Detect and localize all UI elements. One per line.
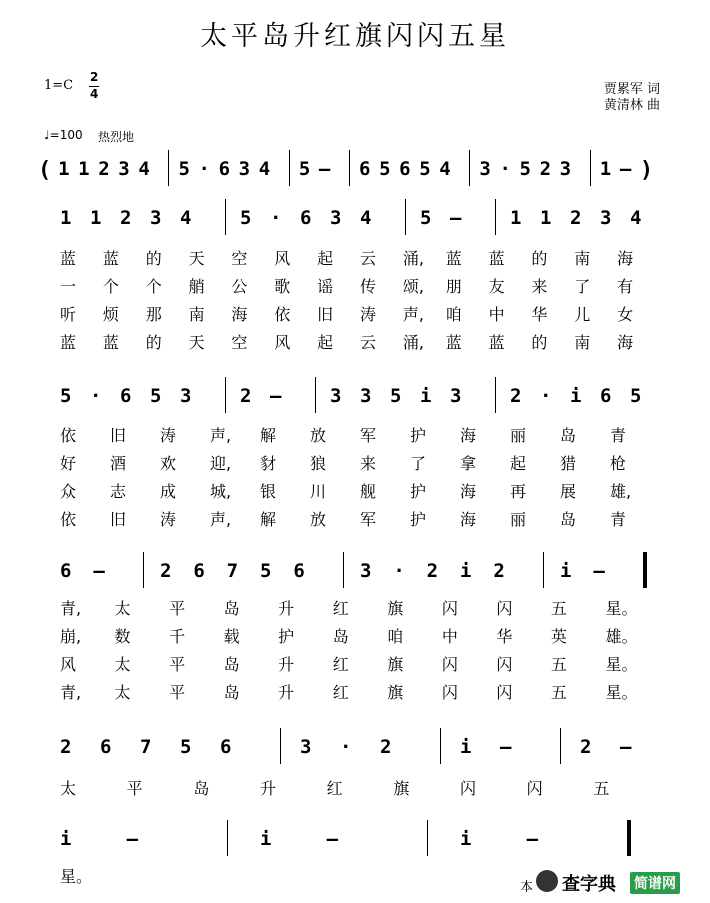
lyric-char: 红 [332, 599, 349, 618]
note: i [460, 828, 472, 850]
lyric-char: 岛 [223, 683, 240, 702]
note: 5 [379, 158, 391, 180]
lyric-char: 狼 [310, 454, 327, 473]
lyric-char: 护 [410, 510, 427, 529]
lyric-char: 平 [169, 599, 186, 618]
lyric-char: 岛 [223, 655, 240, 674]
lyric-char: 中 [488, 305, 505, 324]
barline [225, 199, 226, 235]
lyric-char: 起 [510, 454, 527, 473]
note: – [93, 560, 105, 582]
lyric-char: 放 [310, 510, 327, 529]
lyric-char: 载 [223, 627, 240, 646]
lyric-char: 蓝 [102, 333, 119, 352]
lyric-char: 升 [278, 683, 295, 702]
lyric-char: 军 [360, 426, 377, 445]
lyric-char: 颂, [402, 277, 424, 296]
lyric-char: 风 [274, 249, 291, 268]
barline [280, 728, 281, 764]
note: 3 [559, 158, 572, 180]
barline [405, 199, 406, 235]
lyric-char: 了 [574, 277, 591, 296]
lyric-char: 空 [231, 249, 248, 268]
note: 3 [600, 207, 612, 229]
lyric-char: 风 [60, 655, 77, 674]
lyric-char: 依 [60, 426, 77, 445]
lyric-char: 谣 [317, 277, 334, 296]
lyric-char: 云 [360, 249, 377, 268]
barline [560, 728, 561, 764]
note: i [60, 828, 72, 850]
lyric-char: 升 [278, 599, 295, 618]
lyric-char: 岛 [560, 426, 577, 445]
lyric-char: 咱 [387, 627, 404, 646]
lyric-char: 拿 [460, 454, 477, 473]
lyric-char: 护 [278, 627, 295, 646]
lyric-char: 声, [402, 305, 424, 324]
lyric-char: 岛 [560, 510, 577, 529]
lyric-char: 旧 [317, 305, 334, 324]
lyric-char: 数 [114, 627, 131, 646]
barline [349, 150, 350, 186]
lyric-char: 旗 [387, 655, 404, 674]
barline [315, 377, 316, 413]
lyric-char: 的 [145, 249, 162, 268]
note: · [90, 385, 102, 407]
lyric-char: 依 [60, 510, 77, 529]
barline [289, 150, 290, 186]
lyric-char: 丽 [510, 510, 527, 529]
barline [440, 728, 441, 764]
lyric-char: 崩, [60, 627, 82, 646]
note: – [126, 828, 139, 850]
note: 5 [419, 158, 431, 180]
note: 6 [100, 736, 112, 758]
note: 3 [330, 207, 342, 229]
note: 1 [58, 158, 70, 180]
lyric-char: 涛 [160, 426, 177, 445]
tempo-marking: ♩=100 [44, 128, 83, 142]
lyric-char: 五 [593, 779, 610, 798]
lyric-char: 平 [126, 779, 143, 798]
note: 1 [90, 207, 102, 229]
lyric-char: 儿 [574, 305, 591, 324]
note: 2 [426, 560, 439, 582]
note: 1 [599, 158, 612, 180]
lyric-char: 海 [231, 305, 248, 324]
note: 2 [493, 560, 505, 582]
note: 3 [450, 385, 462, 407]
note: 3 [360, 560, 372, 582]
note: i [570, 385, 582, 407]
lyric-char: 红 [332, 655, 349, 674]
lyric-char: 天 [188, 333, 205, 352]
note: ( [38, 158, 52, 183]
lyric-char: 岛 [193, 779, 210, 798]
time-signature-bottom: 4 [90, 87, 99, 101]
lyricist-credit: 贾累军 词 [603, 82, 660, 97]
lyric-char: 公 [231, 277, 248, 296]
lyric-char: 依 [274, 305, 291, 324]
note: i [560, 560, 572, 582]
lyric-char: 蓝 [488, 333, 505, 352]
lyric-char: 五 [550, 599, 567, 618]
lyric-char: 旗 [393, 779, 410, 798]
lyric-char: 个 [102, 277, 119, 296]
lyric-char: 一 [60, 277, 77, 296]
lyric-char: 众 [60, 482, 77, 501]
note: · [393, 560, 405, 582]
note: 6 [193, 560, 205, 582]
note: 5 [60, 385, 72, 407]
lyric-char: 华 [496, 627, 513, 646]
lyric-char: 岛 [332, 627, 349, 646]
lyric-char: 蓝 [60, 249, 77, 268]
lyric-char: 的 [145, 333, 162, 352]
note: 2 [510, 385, 522, 407]
lyric-char: 五 [550, 655, 567, 674]
barline [469, 150, 470, 186]
watermark-prefix: 本 [520, 880, 534, 895]
note: 4 [138, 158, 150, 180]
lyric-char: 红 [332, 683, 349, 702]
lyric-char: 声, [210, 510, 232, 529]
lyric-char: 个 [145, 277, 162, 296]
note: 4 [439, 158, 451, 180]
lyric-char: 闪 [496, 683, 513, 702]
note: – [318, 158, 331, 180]
lyric-char: 南 [574, 249, 591, 268]
note: · [340, 736, 352, 758]
note: 5 [178, 158, 190, 180]
lyric-char: 海 [617, 249, 634, 268]
barline [643, 552, 647, 588]
lyric-char: 酒 [110, 454, 127, 473]
key-signature: 1=C [44, 78, 74, 93]
lyric-char: 欢 [160, 454, 177, 473]
note: 6 [120, 385, 132, 407]
lyric-char: 军 [360, 510, 377, 529]
lyric-char: 川 [310, 482, 327, 501]
lyric-char: 听 [60, 305, 77, 324]
note: 5 [298, 158, 311, 180]
note: – [620, 736, 632, 758]
lyric-char: 海 [617, 333, 634, 352]
barline [225, 377, 226, 413]
lyric-char: 太 [114, 655, 131, 674]
note: 2 [160, 560, 172, 582]
note: 2 [60, 736, 72, 758]
watermark-brand: 查字典 [562, 874, 616, 895]
expression-marking: 热烈地 [98, 130, 135, 144]
lyric-char: 放 [310, 426, 327, 445]
note: · [499, 158, 511, 180]
note: 3 [360, 385, 372, 407]
note: 5 [390, 385, 402, 407]
note: 4 [360, 207, 372, 229]
lyric-char: 涌, [402, 249, 424, 268]
note: 6 [220, 736, 232, 758]
lyric-char: 旧 [110, 426, 127, 445]
lyric-char: 来 [531, 277, 548, 296]
lyric-char: 空 [231, 333, 248, 352]
barline [427, 820, 428, 856]
barline [627, 820, 631, 856]
lyric-char: 雄, [610, 482, 632, 501]
note: 6 [399, 158, 411, 180]
note: 6 [600, 385, 612, 407]
lyric-char: 红 [326, 779, 343, 798]
barline [495, 199, 496, 235]
barline [590, 150, 591, 186]
lyric-char: 涛 [160, 510, 177, 529]
lyric-char: 那 [145, 305, 162, 324]
lyric-char: 南 [188, 305, 205, 324]
lyric-char: 展 [560, 482, 577, 501]
barline [168, 150, 169, 186]
note: i [420, 385, 432, 407]
lyric-char: 太 [114, 683, 131, 702]
lyric-char: 豺 [260, 454, 277, 473]
lyric-char: 旗 [387, 683, 404, 702]
lyric-char: 蓝 [102, 249, 119, 268]
note: 2 [120, 207, 132, 229]
lyric-char: 银 [260, 482, 277, 501]
barline [543, 552, 544, 588]
barline [227, 820, 228, 856]
note: – [450, 207, 462, 229]
lyric-char: 传 [360, 277, 377, 296]
lyric-char: 闪 [441, 599, 458, 618]
lyric-char: 平 [169, 683, 186, 702]
lyric-char: 城, [210, 482, 232, 501]
note: 3 [238, 158, 251, 180]
lyric-char: 蓝 [445, 249, 462, 268]
barline [343, 552, 344, 588]
lyric-char: 旧 [110, 510, 127, 529]
lyric-char: 起 [317, 249, 334, 268]
note: 3 [479, 158, 491, 180]
note: 1 [510, 207, 522, 229]
lyric-char: 朋 [445, 277, 462, 296]
note: 3 [300, 736, 312, 758]
lyric-char: 青 [610, 510, 627, 529]
lyric-char: 华 [531, 305, 548, 324]
lyric-char: 岛 [223, 599, 240, 618]
page-title: 太平岛升红旗闪闪五星 [200, 21, 510, 52]
lyric-char: 星。 [605, 655, 638, 674]
note: 2 [240, 385, 252, 407]
note: 7 [226, 560, 239, 582]
lyric-char: 涛 [360, 305, 377, 324]
note: i [460, 736, 472, 758]
lyric-char: 蓝 [445, 333, 462, 352]
lyric-char: 声, [210, 426, 232, 445]
lyric-char: 了 [410, 454, 427, 473]
lyric-char: 女 [617, 305, 634, 324]
note: – [593, 560, 605, 582]
lyric-char: 升 [260, 779, 277, 798]
note: 5 [150, 385, 162, 407]
note: 3 [330, 385, 342, 407]
composer-credit: 黄清林 曲 [603, 98, 660, 113]
lyric-char: 雄。 [605, 627, 638, 646]
lyric-char: 起 [317, 333, 334, 352]
note: 5 [180, 736, 192, 758]
lyric-char: 云 [360, 333, 377, 352]
note: 5 [240, 207, 252, 229]
note: 4 [630, 207, 642, 229]
note: 6 [60, 560, 72, 582]
lyric-char: 南 [574, 333, 591, 352]
lyric-char: 海 [460, 426, 477, 445]
lyric-char: 护 [410, 426, 427, 445]
note: 7 [140, 736, 152, 758]
lyric-char: 闪 [496, 599, 513, 618]
note: – [326, 828, 339, 850]
lyric-char: 中 [441, 627, 458, 646]
lyric-char: 青, [60, 683, 82, 702]
note: 5 [420, 207, 432, 229]
note: – [526, 828, 539, 850]
note: 3 [118, 158, 130, 180]
lyric-char: 升 [278, 655, 295, 674]
barline [495, 377, 496, 413]
lyric-char: 闪 [441, 655, 458, 674]
note: 5 [630, 385, 642, 407]
note: – [619, 158, 632, 180]
lyric-char: 蓝 [60, 333, 77, 352]
lyric-char: 闪 [441, 683, 458, 702]
barline [143, 552, 144, 588]
watermark-logo-icon [536, 870, 558, 892]
lyric-char: 天 [188, 249, 205, 268]
note: 4 [258, 158, 271, 180]
lyric-char: 的 [531, 249, 548, 268]
note: 5 [519, 158, 531, 180]
lyric-char: 旗 [387, 599, 404, 618]
note: ) [639, 158, 654, 183]
lyric-char: 再 [510, 482, 527, 501]
time-signature-top: 2 [90, 70, 99, 84]
lyric-char: 好 [60, 454, 77, 473]
lyric-char: 涌, [402, 333, 424, 352]
lyric-char: 成 [160, 482, 177, 501]
lyric-char: 解 [260, 510, 277, 529]
lyric-char: 蓝 [488, 249, 505, 268]
note: 3 [180, 385, 192, 407]
lyric-char: 太 [60, 779, 77, 798]
note: i [260, 828, 272, 850]
lyric-char: 迎, [210, 454, 232, 473]
lyric-char: 艄 [188, 277, 205, 296]
lyric-char: 英 [550, 627, 567, 646]
lyric-char: 星。 [605, 599, 638, 618]
lyric-char: 来 [360, 454, 377, 473]
note: 2 [98, 158, 110, 180]
note: 6 [300, 207, 312, 229]
note: 5 [260, 560, 272, 582]
note: 1 [78, 158, 90, 180]
lyric-char: 的 [531, 333, 548, 352]
lyric-char: 闪 [460, 779, 477, 798]
lyric-char: 友 [488, 277, 505, 296]
lyric-char: 青 [610, 426, 627, 445]
lyric-char: 歌 [274, 277, 291, 296]
lyric-char: 咱 [445, 305, 462, 324]
note: 2 [539, 158, 552, 180]
lyric-char: 闪 [526, 779, 543, 798]
watermark-badge: 简谱网 [630, 872, 680, 894]
lyric-char: 星。 [60, 867, 93, 886]
note: 2 [580, 736, 592, 758]
lyric-char: 枪 [610, 454, 627, 473]
note: · [540, 385, 552, 407]
note: 6 [218, 158, 231, 180]
note: 1 [540, 207, 552, 229]
note: 6 [359, 158, 371, 180]
lyric-char: 丽 [510, 426, 527, 445]
lyric-char: 舰 [360, 482, 377, 501]
lyric-char: 平 [169, 655, 186, 674]
note: 2 [570, 207, 582, 229]
lyric-char: 志 [110, 482, 127, 501]
lyric-char: 闪 [496, 655, 513, 674]
lyric-char: 烦 [102, 305, 119, 324]
lyric-char: 五 [550, 683, 567, 702]
note: i [460, 560, 472, 582]
lyric-char: 护 [410, 482, 427, 501]
lyric-char: 风 [274, 333, 291, 352]
lyric-char: 猎 [560, 454, 577, 473]
lyric-char: 太 [114, 599, 131, 618]
lyric-char: 千 [169, 627, 186, 646]
note: – [500, 736, 512, 758]
lyric-char: 星。 [605, 683, 638, 702]
note: 3 [150, 207, 162, 229]
note: 1 [60, 207, 72, 229]
note: 2 [380, 736, 392, 758]
note: 6 [293, 560, 305, 582]
lyric-char: 解 [260, 426, 277, 445]
note: · [198, 158, 210, 180]
note: · [270, 207, 282, 229]
note: – [270, 385, 282, 407]
note: 4 [180, 207, 192, 229]
lyric-char: 有 [617, 277, 634, 296]
lyric-char: 海 [460, 482, 477, 501]
lyric-char: 青, [60, 599, 82, 618]
lyric-char: 海 [460, 510, 477, 529]
